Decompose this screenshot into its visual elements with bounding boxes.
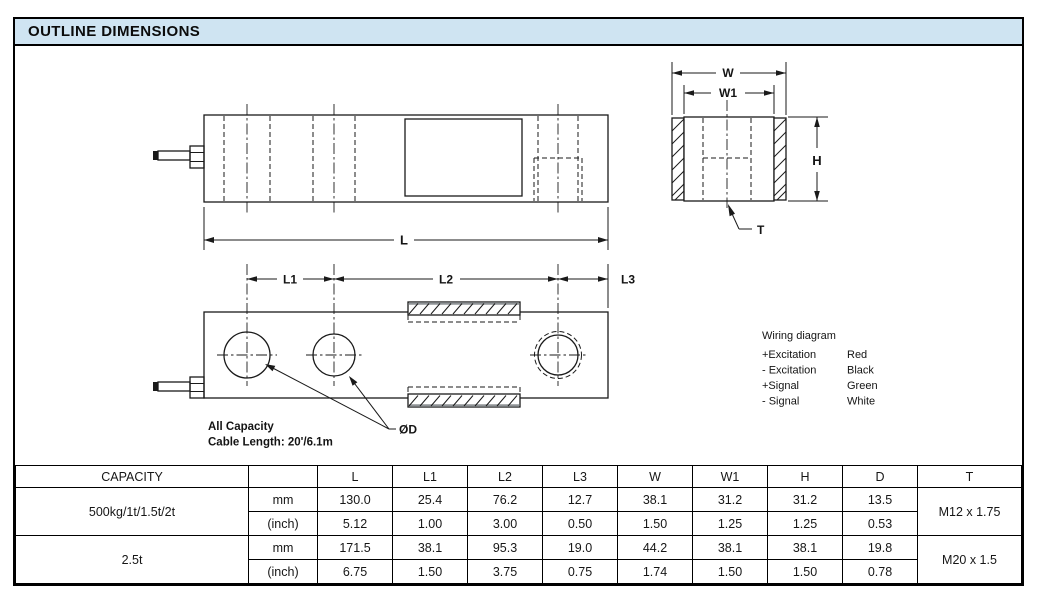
wiring-title: Wiring diagram [762,330,836,342]
value-cell: 12.7 [543,488,618,512]
label-L3: L3 [621,272,636,287]
value-cell: 95.3 [468,536,543,560]
dim-header-W: W [618,466,693,488]
value-cell: 38.1 [693,536,768,560]
value-cell: 38.1 [393,536,468,560]
label-D: ØD [399,422,417,437]
dim-header-T: T [918,466,1022,488]
unit-cell: (inch) [249,512,318,536]
dimensions-table [15,465,1022,584]
wiring-color: Red [847,349,868,361]
thread-cell: M12 x 1.75 [918,488,1022,536]
table-header-row [16,466,1022,488]
value-cell: 5.12 [318,512,393,536]
value-cell: 38.1 [768,536,843,560]
value-cell: 19.0 [543,536,618,560]
label-L2: L2 [438,272,454,287]
wiring-color: White [847,395,876,408]
value-cell: 1.25 [768,512,843,536]
capacity-cell: 500kg/1t/1.5t/2t [16,488,249,536]
value-cell: 1.74 [618,560,693,584]
label-H: H [812,153,822,168]
unit-header-cell [249,466,318,488]
value-cell: 25.4 [393,488,468,512]
value-cell: 0.78 [843,560,918,584]
value-cell: 1.50 [393,560,468,584]
wiring-signal: - Excitation [762,364,817,377]
capacity-header-cell: CAPACITY [16,466,249,488]
wiring-signal: +Signal [762,380,800,392]
section-title-bar [15,19,1022,46]
dim-header-L: L [318,466,393,488]
unit-cell: mm [249,536,318,560]
value-cell: 38.1 [618,488,693,512]
wiring-signal: +Excitation [762,349,817,361]
label-W: W [722,66,734,80]
value-cell: 1.50 [768,560,843,584]
dim-header-D: D [843,466,918,488]
value-cell: 0.53 [843,512,918,536]
value-cell: 1.50 [693,560,768,584]
table-row [16,488,1022,512]
value-cell: 13.5 [843,488,918,512]
value-cell: 1.50 [618,512,693,536]
wiring-color: Green [847,380,878,392]
value-cell: 3.75 [468,560,543,584]
dim-header-H: H [768,466,843,488]
value-cell: 31.2 [693,488,768,512]
dim-header-L1: L1 [393,466,468,488]
thread-cell: M20 x 1.5 [918,536,1022,584]
unit-cell: mm [249,488,318,512]
label-L1: L1 [282,272,298,287]
wiring-signal: - Signal [762,395,800,408]
value-cell: 130.0 [318,488,393,512]
note-cable-length: Cable Length: 20'/6.1m [208,436,333,449]
value-cell: 6.75 [318,560,393,584]
value-cell: 76.2 [468,488,543,512]
section-title: OUTLINE DIMENSIONS [28,23,201,40]
wiring-color: Black [847,364,874,377]
value-cell: 19.8 [843,536,918,560]
value-cell: 31.2 [768,488,843,512]
dim-header-W1: W1 [693,466,768,488]
value-cell: 1.25 [693,512,768,536]
label-L: L [400,232,408,248]
value-cell: 171.5 [318,536,393,560]
value-cell: 0.75 [543,560,618,584]
unit-cell: (inch) [249,560,318,584]
value-cell: 0.50 [543,512,618,536]
label-T: T [757,223,765,237]
note-all-capacity: All Capacity [208,421,274,433]
table-row [16,536,1022,560]
value-cell: 1.00 [393,512,468,536]
sheet-frame [13,17,1024,586]
capacity-cell: 2.5t [16,536,249,584]
label-W1: W1 [719,86,737,100]
value-cell: 44.2 [618,536,693,560]
dim-header-L3: L3 [543,466,618,488]
dim-header-L2: L2 [468,466,543,488]
value-cell: 3.00 [468,512,543,536]
